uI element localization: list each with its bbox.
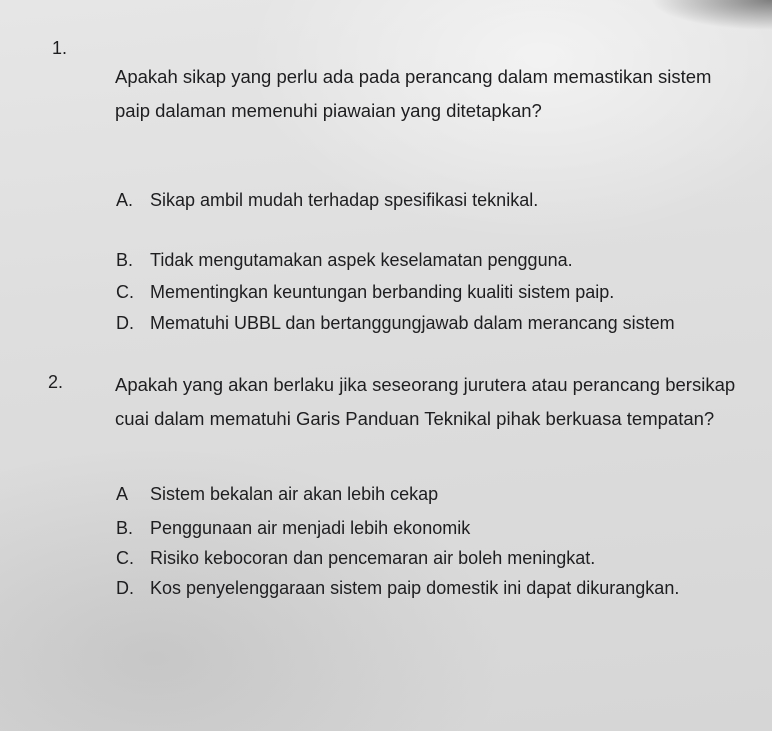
option-letter: B. bbox=[116, 518, 134, 538]
question-1-option-c[interactable] bbox=[116, 282, 614, 303]
question-2-option-d[interactable] bbox=[116, 578, 679, 599]
question-2-line-2: cuai dalam mematuhi Garis Panduan Teknikal pihak berkuasa tempatan? bbox=[115, 408, 715, 429]
option-letter: C. bbox=[116, 548, 134, 568]
question-1-text bbox=[115, 60, 711, 128]
option-letter: C. bbox=[116, 282, 134, 302]
corner-shadow bbox=[592, 0, 772, 60]
option-text: Mematuhi UBBL dan bertanggungjawab dalam merancang sistem bbox=[150, 313, 675, 333]
option-letter: A bbox=[116, 484, 129, 504]
option-text: Sikap ambil mudah terhadap spesifikasi teknikal. bbox=[150, 190, 539, 210]
option-text: Penggunaan air menjadi lebih ekonomik bbox=[150, 518, 471, 538]
option-letter: D. bbox=[116, 313, 134, 333]
question-2-option-c[interactable] bbox=[116, 548, 595, 569]
option-text: Risiko kebocoran dan pencemaran air boleh meningkat. bbox=[150, 548, 596, 568]
question-2-line-1: Apakah yang akan berlaku jika seseorang jurutera atau perancang bersikap bbox=[115, 374, 736, 395]
question-2-text bbox=[115, 368, 735, 436]
question-2-option-a[interactable] bbox=[116, 484, 438, 505]
option-text: Mementingkan keuntungan berbanding kualiti sistem paip. bbox=[150, 282, 615, 302]
option-text: Sistem bekalan air akan lebih cekap bbox=[150, 484, 439, 504]
question-2-number: 2. bbox=[48, 372, 64, 392]
question-1-option-d[interactable] bbox=[116, 313, 675, 334]
option-letter: A. bbox=[116, 190, 134, 210]
option-letter: B. bbox=[116, 250, 134, 270]
question-1-line-2: paip dalaman memenuhi piawaian yang ditetapkan? bbox=[115, 100, 542, 121]
option-text: Tidak mengutamakan aspek keselamatan pengguna. bbox=[150, 250, 573, 270]
option-letter: D. bbox=[116, 578, 134, 598]
question-1-option-b[interactable] bbox=[116, 250, 573, 271]
question-1-option-a[interactable] bbox=[116, 190, 538, 211]
question-1-number: 1. bbox=[52, 38, 68, 58]
question-1-line-1: Apakah sikap yang perlu ada pada perancang dalam memastikan sistem bbox=[115, 66, 712, 87]
option-text: Kos penyelenggaraan sistem paip domestik ini dapat dikurangkan. bbox=[150, 578, 680, 598]
question-2-option-b[interactable] bbox=[116, 518, 470, 539]
